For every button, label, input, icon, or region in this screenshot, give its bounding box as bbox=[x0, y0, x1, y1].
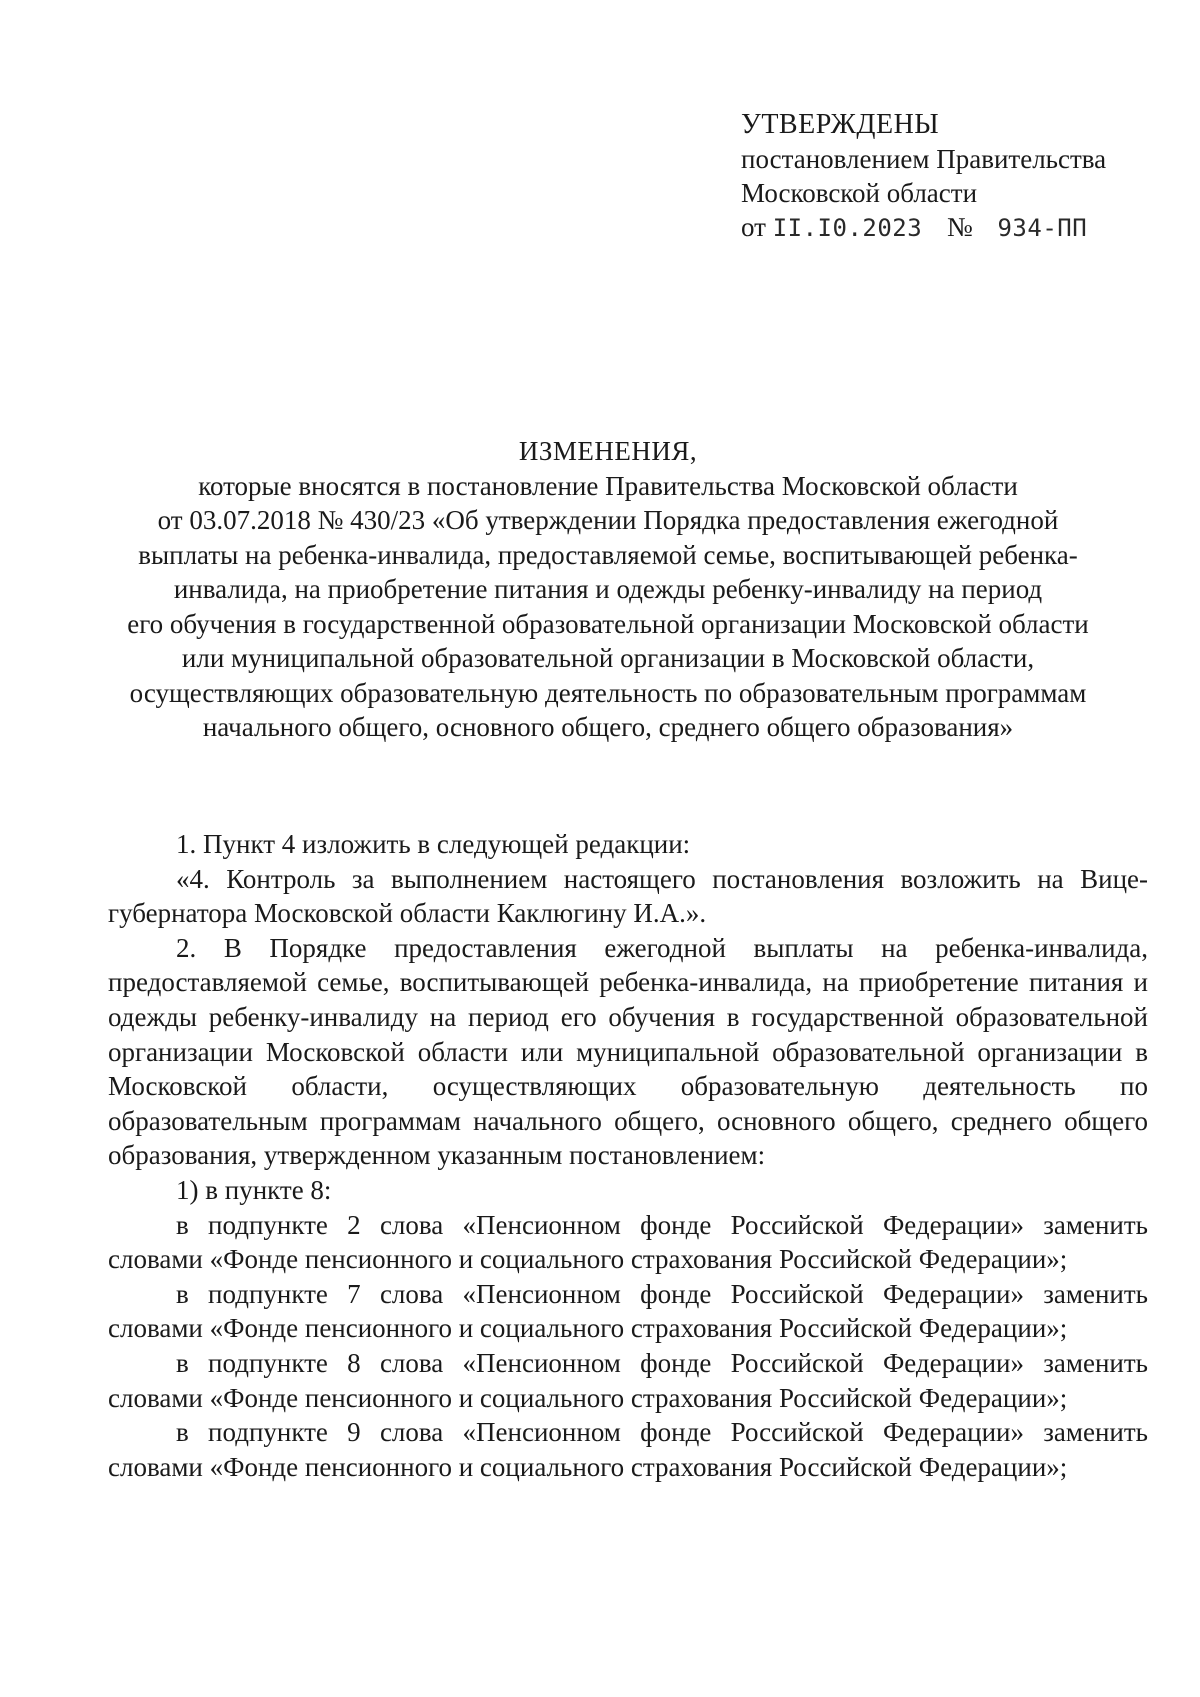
title-line: осуществляющих образовательную деятельность по образовательным программам bbox=[129, 677, 1087, 708]
title-line: которые вносятся в постановление Правительства Московской области bbox=[198, 470, 1018, 501]
approval-date-line bbox=[741, 210, 1106, 245]
paragraph-subpoint-9: в подпункте 9 слова «Пенсионном фонде Российской Федерации» заменить словами «Фонде пенсионного и социального страхования Российской Федерации»; bbox=[108, 1417, 1148, 1482]
approval-line-1: постановлением Правительства bbox=[741, 144, 1107, 174]
approval-line-2: Московской области bbox=[741, 178, 978, 208]
title-line: от 03.07.2018 № 430/23 «Об утверждении Порядка предоставления ежегодной bbox=[157, 505, 1059, 535]
document-title bbox=[108, 434, 1108, 745]
approval-date: II.I0.2023 bbox=[772, 214, 923, 242]
title-line: начального общего, основного общего, среднего общего образования» bbox=[202, 712, 1014, 742]
approved-label: УТВЕРЖДЕНЫ bbox=[741, 109, 940, 140]
number-sign: № bbox=[946, 212, 973, 242]
paragraph-subpoint-7: в подпункте 7 слова «Пенсионном фонде Российской Федерации» заменить словами «Фонде пенсионного и социального страхования Российской Федерации»; bbox=[108, 1278, 1148, 1344]
title-heading: ИЗМЕНЕНИЯ, bbox=[518, 436, 698, 466]
document-body bbox=[108, 827, 1148, 1484]
paragraph-subitem-1: 1) в пункте 8: bbox=[176, 1174, 332, 1205]
paragraph-item-2: 2. В Порядке предоставления ежегодной выплаты на ребенка-инвалида, предоставляемой семье, воспитывающей ребенка-инвалида, на приобретение питания и одежды ребенку-инвалиду на период его обучения в государственной образовательной организации Московской области или муниципальной образовательной организации в Московской области, осуществляющих образовательную деятельность по образовательным программам начального общего, основного общего, среднего общего образования, утвержденном указанным постановлением: bbox=[108, 932, 1148, 1171]
paragraph-item-1: 1. Пункт 4 изложить в следующей редакции: bbox=[176, 829, 691, 859]
title-line: выплаты на ребенка-инвалида, предоставляемой семье, воспитывающей ребенка- bbox=[138, 539, 1078, 570]
title-line: его обучения в государственной образовательной организации Московской области bbox=[127, 608, 1089, 639]
title-line: или муниципальной образовательной организации в Московской области, bbox=[181, 643, 1035, 673]
approval-number: 934-ПП bbox=[997, 214, 1088, 242]
paragraph-subpoint-8: в подпункте 8 слова «Пенсионном фонде Российской Федерации» заменить словами «Фонде пенсионного и социального страхования Российской Федерации»; bbox=[108, 1347, 1148, 1413]
approval-stamp bbox=[741, 108, 1106, 245]
paragraph-subpoint-2: в подпункте 2 слова «Пенсионном фонде Российской Федерации» заменить словами «Фонде пенсионного и социального страхования Российской Федерации»; bbox=[108, 1209, 1148, 1275]
paragraph-quote: «4. Контроль за выполнением настоящего постановления возложить на Вице-губернатора Московской области Каклюгину И.А.». bbox=[108, 863, 1148, 929]
date-prefix: от bbox=[741, 212, 766, 242]
title-line: инвалида, на приобретение питания и одежды ребенку-инвалиду на период bbox=[173, 574, 1043, 604]
